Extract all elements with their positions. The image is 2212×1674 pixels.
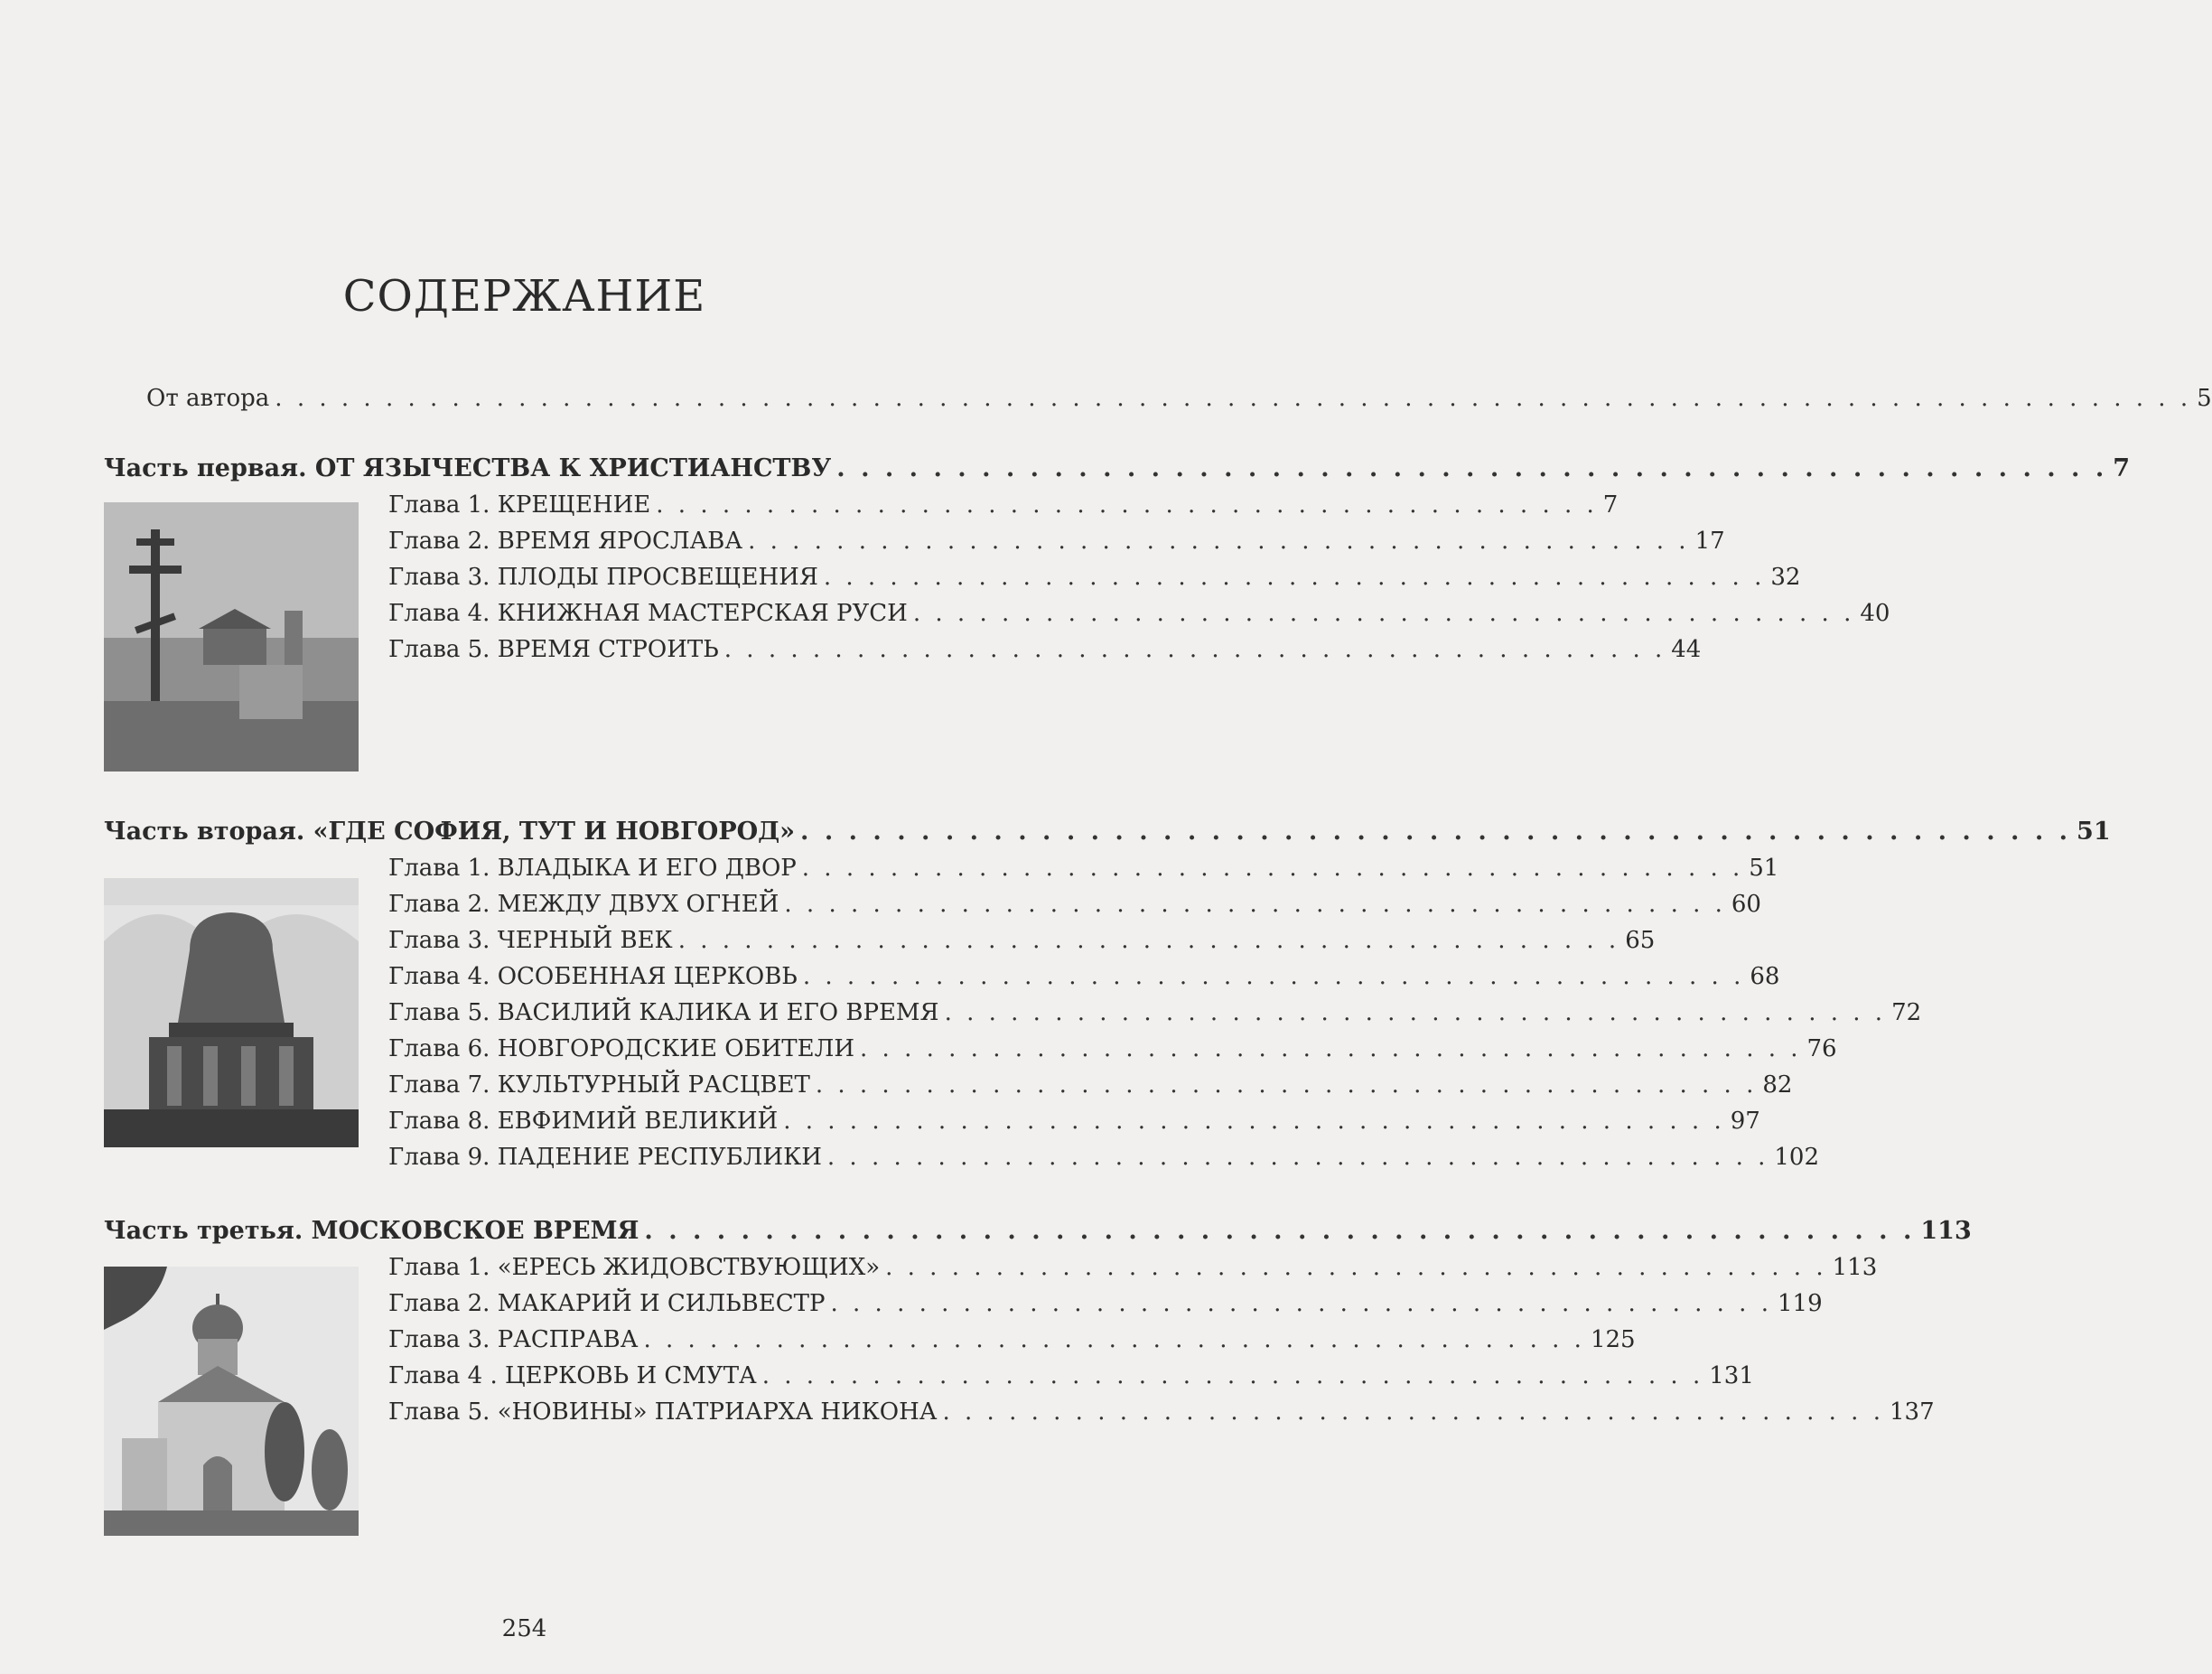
toc-chapter-label: Глава 4 . ЦЕРКОВЬ И СМУТА xyxy=(388,1362,757,1389)
toc-chapter[interactable] xyxy=(388,598,1890,629)
toc-chapter-page: 60 xyxy=(1731,891,1761,918)
dot-leader: . . . . . . . . . . . . . . . . . . . . . . . . . . . . . . . . . . . . . . . . . . . xyxy=(677,927,1620,954)
dot-leader: . . . . . . . . . . . . . . . . . . . . . . . . . . . . . . . . . . . . . . . . . . . xyxy=(912,600,1855,627)
toc-chapter[interactable] xyxy=(388,1033,1837,1064)
toc-chapter-page: 65 xyxy=(1625,927,1656,954)
photo-stone-church-image xyxy=(104,1267,359,1536)
dot-leader: . . . . . . . . . . . . . . . . . . . . . . . . . . . . . . . . . . . . . . . . . . . xyxy=(830,1290,1772,1317)
toc-chapter-page: 72 xyxy=(1891,999,1922,1026)
dot-leader: . . . . . . . . . . . . . . . . . . . . . . . . . . . . . . . . . . . . . . . . . . . xyxy=(944,999,1887,1026)
toc-chapter-label: Глава 9. ПАДЕНИЕ РЕСПУБЛИКИ xyxy=(388,1144,822,1171)
photo-stone-church xyxy=(104,1267,359,1536)
toc-chapter[interactable] xyxy=(388,490,1619,520)
dot-leader: . . . . . . . . . . . . . . . . . . . . . . . . . . . . . . . . . . . . . . . . . . . . . . . . . . . . . xyxy=(800,818,2072,846)
photo-bell-on-stand-image xyxy=(104,878,359,1147)
photo-wooden-cross-and-church xyxy=(104,502,359,772)
toc-chapter-page: 51 xyxy=(1749,855,1779,882)
toc-chapter[interactable] xyxy=(388,997,1922,1028)
dot-leader: . . . . . . . . . . . . . . . . . . . . . . . . . . . . . . . . . . . . . . . . . . . xyxy=(801,855,1744,882)
toc-part-page: 51 xyxy=(2077,818,2111,846)
toc-entry-label: От автора xyxy=(146,385,270,412)
photo-wooden-cross-and-church-image xyxy=(104,502,359,772)
toc-chapter[interactable] xyxy=(388,1252,1878,1283)
toc-chapter[interactable] xyxy=(388,1070,1793,1100)
toc-chapter[interactable] xyxy=(388,961,1780,992)
toc-chapter[interactable] xyxy=(388,526,1725,556)
dot-leader: . . . . . . . . . . . . . . . . . . . . . . . . . . . . . . . . . . . . . . . . . . . xyxy=(885,1254,1827,1281)
dot-leader: . . . . . . . . . . . . . . . . . . . . . . . . . . . . . . . . . . . . . . . . . . . . . . . . . . . . . xyxy=(836,454,2108,482)
dot-leader: . . . . . . . . . . . . . . . . . . . . . . . . . . . . . . . . . . . . . . . . . . . xyxy=(783,1108,1725,1135)
toc-chapter-page: 17 xyxy=(1694,528,1725,555)
toc-chapter-label: Глава 3. ПЛОДЫ ПРОСВЕЩЕНИЯ xyxy=(388,564,818,591)
toc-chapter[interactable] xyxy=(388,1106,1760,1136)
toc-chapter-label: Глава 2. МАКАРИЙ И СИЛЬВЕСТР xyxy=(388,1290,826,1317)
toc-chapter-page: 119 xyxy=(1777,1290,1823,1317)
dot-leader: . . . . . . . . . . . . . . . . . . . . . . . . . . . . . . . . . . . . . . . . . . . xyxy=(784,891,1726,918)
toc-chapter-label: Глава 2. МЕЖДУ ДВУХ ОГНЕЙ xyxy=(388,891,779,918)
toc-part-label: Часть первая. ОТ ЯЗЫЧЕСТВА К ХРИСТИАНСТВУ xyxy=(104,454,832,482)
dot-leader: . . . . . . . . . . . . . . . . . . . . . . . . . . . . . . . . . . . . . . . . . . . xyxy=(643,1326,1585,1353)
toc-chapter-label: Глава 2. ВРЕМЯ ЯРОСЛАВА xyxy=(388,528,743,555)
dot-leader: . . . . . . . . . . . . . . . . . . . . . . . . . . . . . . . . . . . . . . . . . . . xyxy=(761,1362,1704,1389)
toc-chapter[interactable] xyxy=(388,889,1761,920)
dot-leader: . . . . . . . . . . . . . . . . . . . . . . . . . . . . . . . . . . . . . . . . . . . xyxy=(723,636,1666,663)
toc-chapter-page: 137 xyxy=(1889,1398,1935,1426)
toc-part-page: 7 xyxy=(2113,454,2131,482)
toc-chapter-label: Глава 1. «ЕРЕСЬ ЖИДОВСТВУЮЩИХ» xyxy=(388,1254,881,1281)
dot-leader: . . . . . . . . . . . . . . . . . . . . . . . . . . . . . . . . . . . . . . . . . . . . . . . . . . . . . xyxy=(644,1217,1916,1245)
page-title: СОДЕРЖАНИЕ xyxy=(342,271,706,322)
toc-chapter-label: Глава 8. ЕВФИМИЙ ВЕЛИКИЙ xyxy=(388,1108,779,1135)
toc-chapter[interactable] xyxy=(388,853,1779,884)
toc-chapter[interactable] xyxy=(388,1324,1636,1355)
toc-chapter-label: Глава 5. «НОВИНЫ» ПАТРИАРХА НИКОНА xyxy=(388,1398,938,1426)
toc-chapter[interactable] xyxy=(388,1288,1823,1319)
toc-chapter-page: 97 xyxy=(1730,1108,1760,1135)
toc-chapter-label: Глава 7. КУЛЬТУРНЫЙ РАСЦВЕТ xyxy=(388,1071,810,1099)
toc-chapter[interactable] xyxy=(388,562,1801,593)
toc-chapter-page: 102 xyxy=(1774,1144,1820,1171)
page-number: 254 xyxy=(501,1615,547,1642)
dot-leader: . . . . . . . . . . . . . . . . . . . . . . . . . . . . . . . . . . . . . . . . . . . xyxy=(748,528,1690,555)
toc-chapter[interactable] xyxy=(388,634,1702,665)
toc-chapter[interactable] xyxy=(388,925,1656,956)
photo-bell-on-stand xyxy=(104,878,359,1147)
toc-entry-intro[interactable] xyxy=(146,383,2212,414)
toc-chapter[interactable] xyxy=(388,1142,1820,1173)
toc-chapter-page: 113 xyxy=(1832,1254,1878,1281)
toc-chapter[interactable] xyxy=(388,1361,1754,1391)
toc-chapter-page: 82 xyxy=(1762,1071,1793,1099)
toc-part-3[interactable] xyxy=(104,1216,1972,1247)
dot-leader: . . . . . . . . . . . . . . . . . . . . . . . . . . . . . . . . . . . . . . . . . . . xyxy=(823,564,1766,591)
toc-chapter-page: 68 xyxy=(1750,963,1780,990)
toc-chapter-page: 7 xyxy=(1602,491,1619,519)
toc-chapter-page: 131 xyxy=(1709,1362,1754,1389)
toc-chapter-label: Глава 5. ВРЕМЯ СТРОИТЬ xyxy=(388,636,719,663)
toc-part-page: 113 xyxy=(1920,1217,1972,1245)
toc-part-2[interactable] xyxy=(104,817,2111,847)
toc-chapter-page: 76 xyxy=(1806,1035,1837,1062)
dot-leader: . . . . . . . . . . . . . . . . . . . . . . . . . . . . . . . . . . . . . . . . . . . xyxy=(826,1144,1769,1171)
toc-part-label: Часть третья. МОСКОВСКОЕ ВРЕМЯ xyxy=(104,1217,639,1245)
toc-chapter-label: Глава 5. ВАСИЛИЙ КАЛИКА И ЕГО ВРЕМЯ xyxy=(388,999,939,1026)
dot-leader: . . . . . . . . . . . . . . . . . . . . . . . . . . . . . . . . . . . . . . . . . . . xyxy=(815,1071,1758,1099)
toc-chapter-page: 44 xyxy=(1671,636,1702,663)
toc-chapter-label: Глава 4. КНИЖНАЯ МАСТЕРСКАЯ РУСИ xyxy=(388,600,908,627)
toc-chapter-label: Глава 4. ОСОБЕННАЯ ЦЕРКОВЬ xyxy=(388,963,798,990)
dot-leader: . . . . . . . . . . . . . . . . . . . . . . . . . . . . . . . . . . . . . . . . . . . xyxy=(656,491,1598,519)
dot-leader: . . . . . . . . . . . . . . . . . . . . . . . . . . . . . . . . . . . . . . . . . . . xyxy=(860,1035,1802,1062)
dot-leader: . . . . . . . . . . . . . . . . . . . . . . . . . . . . . . . . . . . . . . . . . . . xyxy=(802,963,1745,990)
toc-chapter-label: Глава 6. НОВГОРОДСКИЕ ОБИТЕЛИ xyxy=(388,1035,855,1062)
dot-leader: . . . . . . . . . . . . . . . . . . . . . . . . . . . . . . . . . . . . . . . . . . . xyxy=(942,1398,1884,1426)
toc-chapter[interactable] xyxy=(388,1397,1935,1427)
toc-part-1[interactable] xyxy=(104,454,2131,484)
toc-chapter-page: 125 xyxy=(1590,1326,1636,1353)
toc-chapter-label: Глава 3. ЧЕРНЫЙ ВЕК xyxy=(388,927,673,954)
toc-part-label: Часть вторая. «ГДЕ СОФИЯ, ТУТ И НОВГОРОД» xyxy=(104,818,796,846)
toc-chapter-label: Глава 1. КРЕЩЕНИЕ xyxy=(388,491,651,519)
toc-chapter-label: Глава 3. РАСПРАВА xyxy=(388,1326,639,1353)
toc-entry-page: 5 xyxy=(2197,385,2212,412)
toc-chapter-label: Глава 1. ВЛАДЫКА И ЕГО ДВОР xyxy=(388,855,797,882)
toc-chapter-page: 32 xyxy=(1770,564,1801,591)
toc-chapter-page: 40 xyxy=(1860,600,1890,627)
dot-leader: . . . . . . . . . . . . . . . . . . . . . . . . . . . . . . . . . . . . . . . . . . . . . . . . . . . . . . . . . . . . . . . . . . . . . . . . . . . . . . . . . . . . . . . xyxy=(275,385,2192,412)
